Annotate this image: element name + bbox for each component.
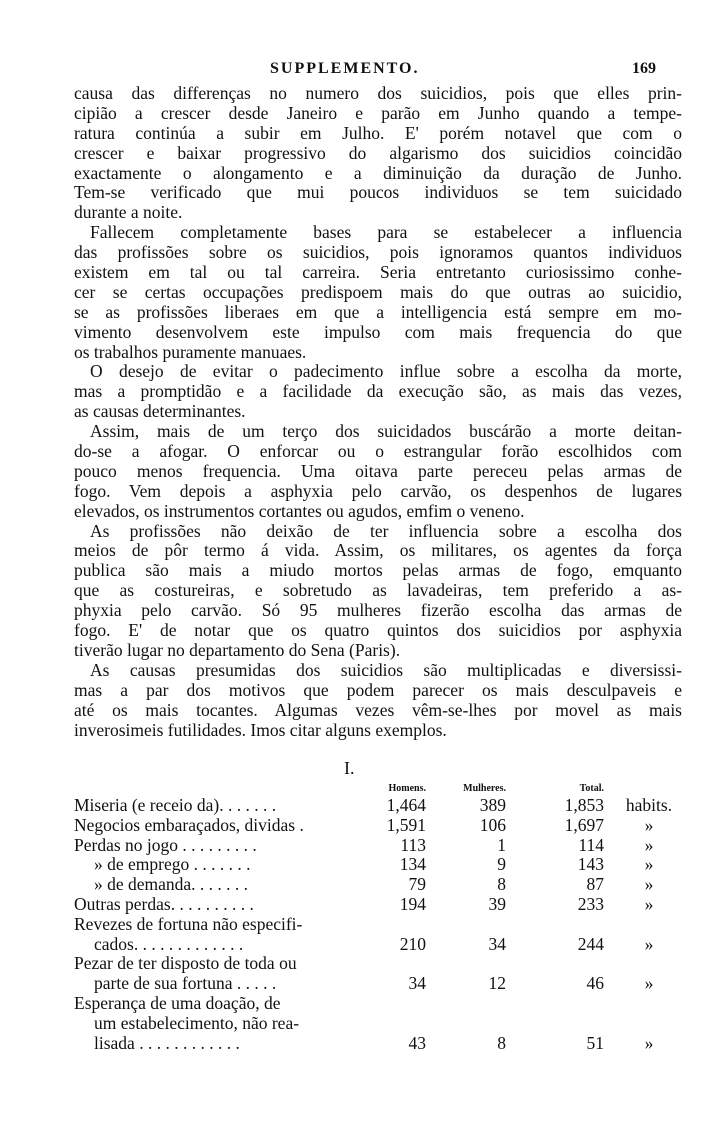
text-line: meios de pôr termo á vida. Assim, os militares, os agentes da força bbox=[74, 540, 682, 561]
mulheres-cell: 8 bbox=[497, 1032, 506, 1053]
paragraph bbox=[74, 661, 682, 741]
paragraph bbox=[74, 223, 682, 362]
text-line: as causas determinantes. bbox=[74, 401, 246, 422]
text-line: fogo. Vem depois a asphyxia pelo carvão, os despenhos de lugares bbox=[74, 480, 682, 501]
homens-cell: 34 bbox=[408, 973, 426, 994]
row-label-line: lisada . . . . . . . . . . . . bbox=[94, 1032, 240, 1053]
text-line: Assim, mais de um terço dos suicidados buscárão a morte deitan- bbox=[90, 421, 682, 442]
row-label-line: » de emprego . . . . . . . bbox=[94, 854, 251, 875]
total-cell: 244 bbox=[577, 933, 604, 954]
homens-cell: 1,591 bbox=[386, 814, 426, 835]
row-label-line: Miseria (e receio da). . . . . . . bbox=[74, 795, 277, 815]
homens-cell: 43 bbox=[408, 1032, 426, 1053]
page-number: 169 bbox=[632, 60, 656, 77]
text-line: phyxia pelo carvão. Só 95 mulheres fizerão escolha das armas de bbox=[74, 600, 682, 621]
mulheres-cell: 389 bbox=[479, 795, 506, 815]
unit-cell: » bbox=[644, 874, 654, 895]
row-label bbox=[74, 915, 364, 955]
mulheres-cell: 39 bbox=[488, 893, 506, 914]
text-line: fogo. E' de notar que os quatro quintos dos suicidios por asphyxia bbox=[74, 620, 682, 641]
homens-cell: 194 bbox=[399, 893, 426, 914]
homens-cell: 79 bbox=[408, 874, 426, 895]
unit-cell: » bbox=[644, 893, 654, 914]
text-line: elevados, os instrumentos cortantes ou agudos, emfim o veneno. bbox=[74, 500, 525, 521]
total-cell: 143 bbox=[577, 854, 604, 875]
col-mulheres: Mulheres. bbox=[463, 783, 506, 794]
row-label bbox=[74, 836, 364, 856]
text-line: que as costureiras, e sobretudo as lavadeiras, tem preferido a as- bbox=[74, 580, 682, 601]
row-label bbox=[74, 954, 364, 994]
text-line: do-se a afogar. O enforcar ou o estrangular forão escolhidos com bbox=[74, 441, 682, 462]
row-label-line: Pezar de ter disposto de toda ou bbox=[74, 953, 297, 974]
row-label-line: Revezes de fortuna não especifi- bbox=[74, 913, 303, 934]
mulheres-cell: 1 bbox=[497, 834, 506, 855]
homens-cell: 134 bbox=[399, 854, 426, 875]
table-row bbox=[74, 915, 694, 955]
row-label-line: cados. . . . . . . . . . . . . bbox=[94, 933, 244, 954]
table-number: I. bbox=[344, 758, 355, 778]
text-line: crescer e baixar progressivo do algarismo dos suicidios coincidão bbox=[74, 142, 682, 163]
text-line: durante a noite. bbox=[74, 202, 183, 223]
table-row bbox=[74, 816, 694, 836]
paragraph bbox=[74, 422, 682, 521]
row-label bbox=[74, 875, 364, 895]
homens-cell: 210 bbox=[399, 933, 426, 954]
text-line: vimento desenvolvem este impulso com mais frequencia do que bbox=[74, 321, 682, 342]
unit-cell: » bbox=[644, 1032, 654, 1053]
col-homens: Homens. bbox=[388, 783, 426, 794]
row-label-line: Outras perdas. . . . . . . . . . bbox=[74, 893, 254, 914]
row-label-line: » de demanda. . . . . . . bbox=[94, 874, 249, 895]
text-line: publica são mais a miudo mortos pelas armas de fogo, emquanto bbox=[74, 560, 682, 581]
total-cell: 46 bbox=[586, 973, 604, 994]
row-label-line: um estabelecimento, não rea- bbox=[94, 1012, 300, 1033]
row-label bbox=[74, 855, 364, 875]
mulheres-cell: 9 bbox=[497, 854, 506, 875]
paragraph bbox=[74, 362, 682, 422]
text-line: exactamente o alongamento e a diminuição da duração de Junho. bbox=[74, 162, 682, 183]
text-line: se as profissões liberaes em que a intelligencia está sempre em mo- bbox=[74, 301, 682, 322]
row-label bbox=[74, 796, 364, 816]
text-line: cer se certas occupações predispoem mais do que outras ao suicidio, bbox=[74, 281, 682, 302]
table-row bbox=[74, 855, 694, 875]
text-line: das profissões sobre os suicidios, pois ignoramos quantos individuos bbox=[74, 242, 682, 263]
homens-cell: 113 bbox=[400, 834, 426, 855]
row-label bbox=[74, 816, 364, 836]
homens-cell: 1,464 bbox=[386, 795, 426, 815]
row-label-line: Esperança de uma doação, de bbox=[74, 992, 281, 1013]
row-label-line: Perdas no jogo . . . . . . . . . bbox=[74, 834, 257, 855]
mulheres-cell: 34 bbox=[488, 933, 506, 954]
mulheres-cell: 106 bbox=[479, 814, 506, 835]
row-label bbox=[74, 895, 364, 915]
unit-cell: habits. bbox=[625, 795, 673, 815]
text-line: mas a promptidão e a facilidade da execução são, as mais das vezes, bbox=[74, 381, 682, 402]
total-cell: 1,697 bbox=[564, 814, 604, 835]
unit-cell: » bbox=[644, 854, 654, 875]
total-cell: 233 bbox=[577, 893, 604, 914]
total-cell: 1,853 bbox=[564, 795, 604, 815]
col-total: Total. bbox=[579, 783, 604, 794]
text-line: mas a par dos motivos que podem parecer os mais desculpaveis e bbox=[74, 679, 682, 700]
mulheres-cell: 12 bbox=[488, 973, 506, 994]
text-line: pouco menos frequencia. Uma oitava parte pereceu pelas armas de bbox=[74, 460, 682, 481]
text-line: até os mais tocantes. Algumas vezes vêm-se-lhes por movel as mais bbox=[74, 699, 682, 720]
table-row bbox=[74, 994, 694, 1053]
text-line: As profissões não deixão de ter influencia sobre a escolha dos bbox=[90, 520, 682, 541]
text-line: os trabalhos puramente manuaes. bbox=[74, 341, 307, 362]
total-cell: 114 bbox=[578, 834, 604, 855]
table-row bbox=[74, 796, 694, 816]
text-line: causa das differenças no numero dos suicidios, pois que elles prin- bbox=[74, 83, 682, 103]
table-row bbox=[74, 954, 694, 994]
table-row bbox=[74, 836, 694, 856]
table-header-row bbox=[74, 782, 694, 796]
row-label bbox=[74, 994, 364, 1053]
row-label-line: parte de sua fortuna . . . . . bbox=[94, 973, 277, 994]
text-line: As causas presumidas dos suicidios são multiplicadas e diversissi- bbox=[90, 659, 682, 680]
unit-cell: » bbox=[644, 933, 654, 954]
text-line: existem em tal ou tal carreira. Seria entretanto curiosissimo conhe- bbox=[74, 262, 682, 283]
unit-cell: » bbox=[644, 814, 654, 835]
running-title: SUPPLEMENTO. bbox=[270, 60, 420, 77]
mulheres-cell: 8 bbox=[497, 874, 506, 895]
paragraph bbox=[74, 84, 682, 223]
suicide-causes-table bbox=[74, 782, 694, 1053]
body-text bbox=[74, 84, 682, 740]
text-line: ratura continúa a subir em Julho. E' porém notavel que com o bbox=[74, 122, 682, 143]
text-line: tiverão lugar no departamento do Sena (Paris). bbox=[74, 639, 401, 660]
text-line: inverosimeis futilidades. Imos citar alguns exemplos. bbox=[74, 719, 447, 740]
unit-cell: » bbox=[644, 834, 654, 855]
text-line: O desejo de evitar o padecimento influe sobre a escolha da morte, bbox=[90, 361, 682, 382]
paragraph bbox=[74, 522, 682, 661]
text-line: Tem-se verificado que mui poucos individuos se tem suicidado bbox=[74, 182, 682, 203]
table-row bbox=[74, 875, 694, 895]
row-label-line: Negocios embaraçados, dividas . bbox=[74, 814, 304, 835]
unit-cell: » bbox=[644, 973, 654, 994]
table-row bbox=[74, 895, 694, 915]
text-line: Fallecem completamente bases para se estabelecer a influencia bbox=[90, 222, 682, 243]
text-line: cipião a crescer desde Janeiro e parão em Junho quando a tempe- bbox=[74, 102, 682, 123]
total-cell: 87 bbox=[586, 874, 604, 895]
running-header bbox=[0, 60, 704, 82]
total-cell: 51 bbox=[586, 1032, 604, 1053]
